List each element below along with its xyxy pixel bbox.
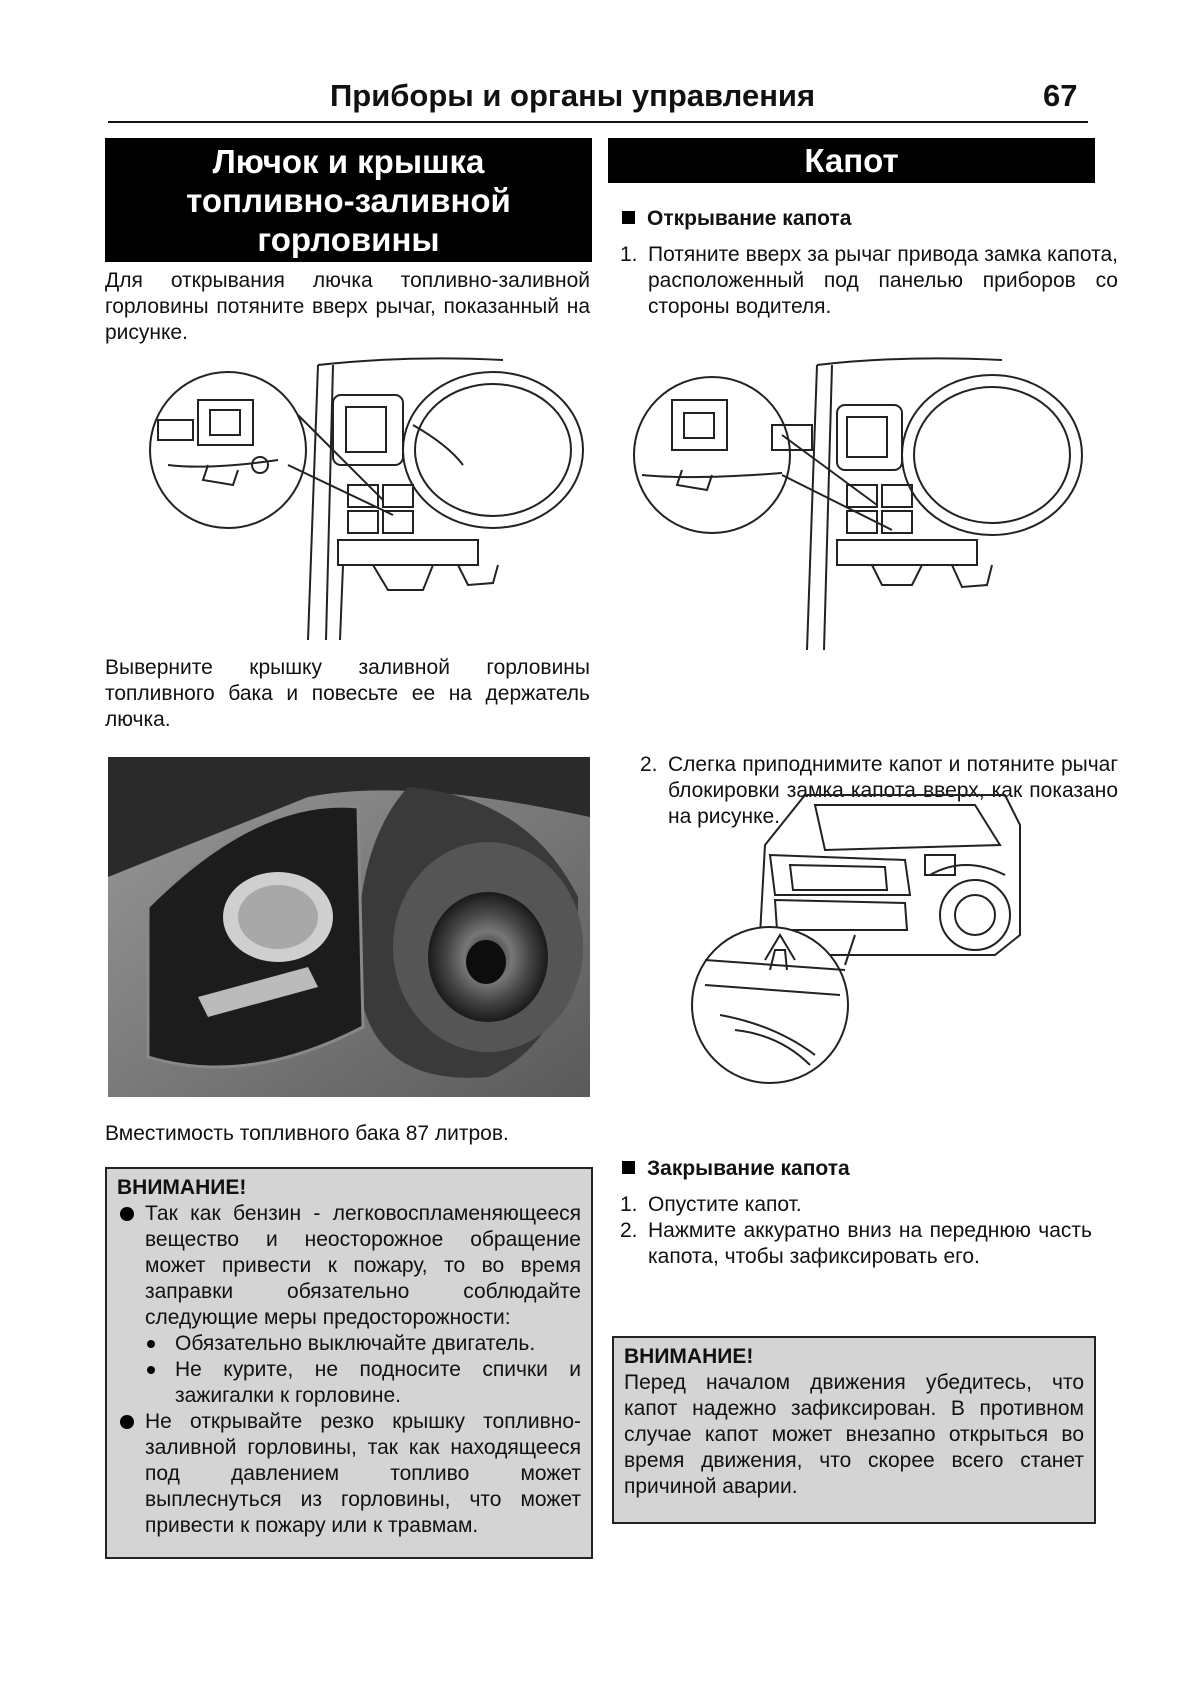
hood-close-step-2 (620, 1218, 1092, 1270)
hood-close-step-1-text: Опустите капот. (648, 1193, 802, 1216)
hood-close-heading-text: Закрывание капота (647, 1157, 850, 1180)
hood-open-step-2-number: 2. (640, 753, 658, 776)
fuel-banner-line-1: Лючок и крышка (212, 143, 485, 180)
hood-warning-text: Перед началом движения убедитесь, что капот надежно зафиксирован. В противном случае капот может внезапно открыться во время движения, что скорее всего станет причиной аварии. (624, 1371, 1084, 1498)
fuel-warning-bullet-1: Так как бензин - легковоспламеняющееся вещество и неосторожное обращение может привести к пожару, то во время заправки обязательно соблюдайте следующие меры предосторожности: (117, 1201, 581, 1331)
fuel-banner-line-2: топливно-заливной (186, 182, 511, 219)
fuel-warning-bullet-2: Не открывайте резко крышку топливно-заливной горловины, так как находящееся под давлением топливо может выплеснуться из горловины, что может привести к пожару или к травмам. (117, 1409, 581, 1539)
hood-close-heading (622, 1157, 850, 1181)
fuel-section-banner (105, 138, 592, 262)
header-rule (108, 121, 1088, 123)
hood-open-step-2-text: Слегка приподнимите капот и потяните рычаг блокировки замка капота вверх, как показано на рисунке. (668, 753, 1118, 828)
hood-open-step-1-text: Потяните вверх за рычаг привода замка капота, расположенный под панелью приборов со стороны водителя. (648, 243, 1118, 318)
hood-latch-illustration (675, 785, 1035, 1085)
hood-close-step-2-text: Нажмите аккуратно вниз на переднюю часть капота, чтобы зафиксировать его. (648, 1219, 1092, 1268)
hood-open-heading (622, 207, 851, 231)
hood-warning-title: ВНИМАНИЕ! (624, 1345, 754, 1368)
square-bullet-icon (622, 1161, 635, 1174)
fuel-capacity-text: Вместимость топливного бака 87 литров. (105, 1122, 509, 1145)
fuel-warning-title: ВНИМАНИЕ! (117, 1176, 247, 1199)
page-number: 67 (1043, 78, 1078, 113)
hood-open-step-1-number: 1. (620, 243, 638, 266)
hood-open-step-1 (620, 242, 1118, 320)
hood-warning-box (612, 1336, 1096, 1524)
fuel-cap-step-text: Выверните крышку заливной горловины топливного бака и повесьте ее на держатель лючка. (105, 656, 590, 731)
fuel-warning-box (105, 1167, 593, 1559)
square-bullet-icon (622, 211, 635, 224)
hood-close-step-1 (620, 1192, 1092, 1218)
fuel-warning-sub-bullet-2: Не курите, не подносите спички и зажигалки к горловине. (117, 1357, 581, 1409)
hood-open-heading-text: Открывание капота (647, 207, 852, 230)
fuel-lever-illustration (148, 355, 588, 645)
fuel-filler-photo (108, 757, 590, 1097)
hood-close-step-2-number: 2. (620, 1219, 638, 1242)
header-title: Приборы и органы управления (330, 78, 816, 113)
fuel-warning-sub-bullet-1: Обязательно выключайте двигатель. (117, 1331, 581, 1357)
hood-section-banner: Капот (608, 138, 1095, 183)
hood-close-step-1-number: 1. (620, 1193, 638, 1216)
hood-release-illustration (632, 355, 1087, 655)
fuel-intro-text: Для открывания лючка топливно-заливной горловины потяните вверх рычаг, показанный на рисунке. (105, 269, 590, 344)
fuel-banner-line-3: горловины (257, 221, 440, 258)
hood-close-steps (620, 1192, 1092, 1270)
